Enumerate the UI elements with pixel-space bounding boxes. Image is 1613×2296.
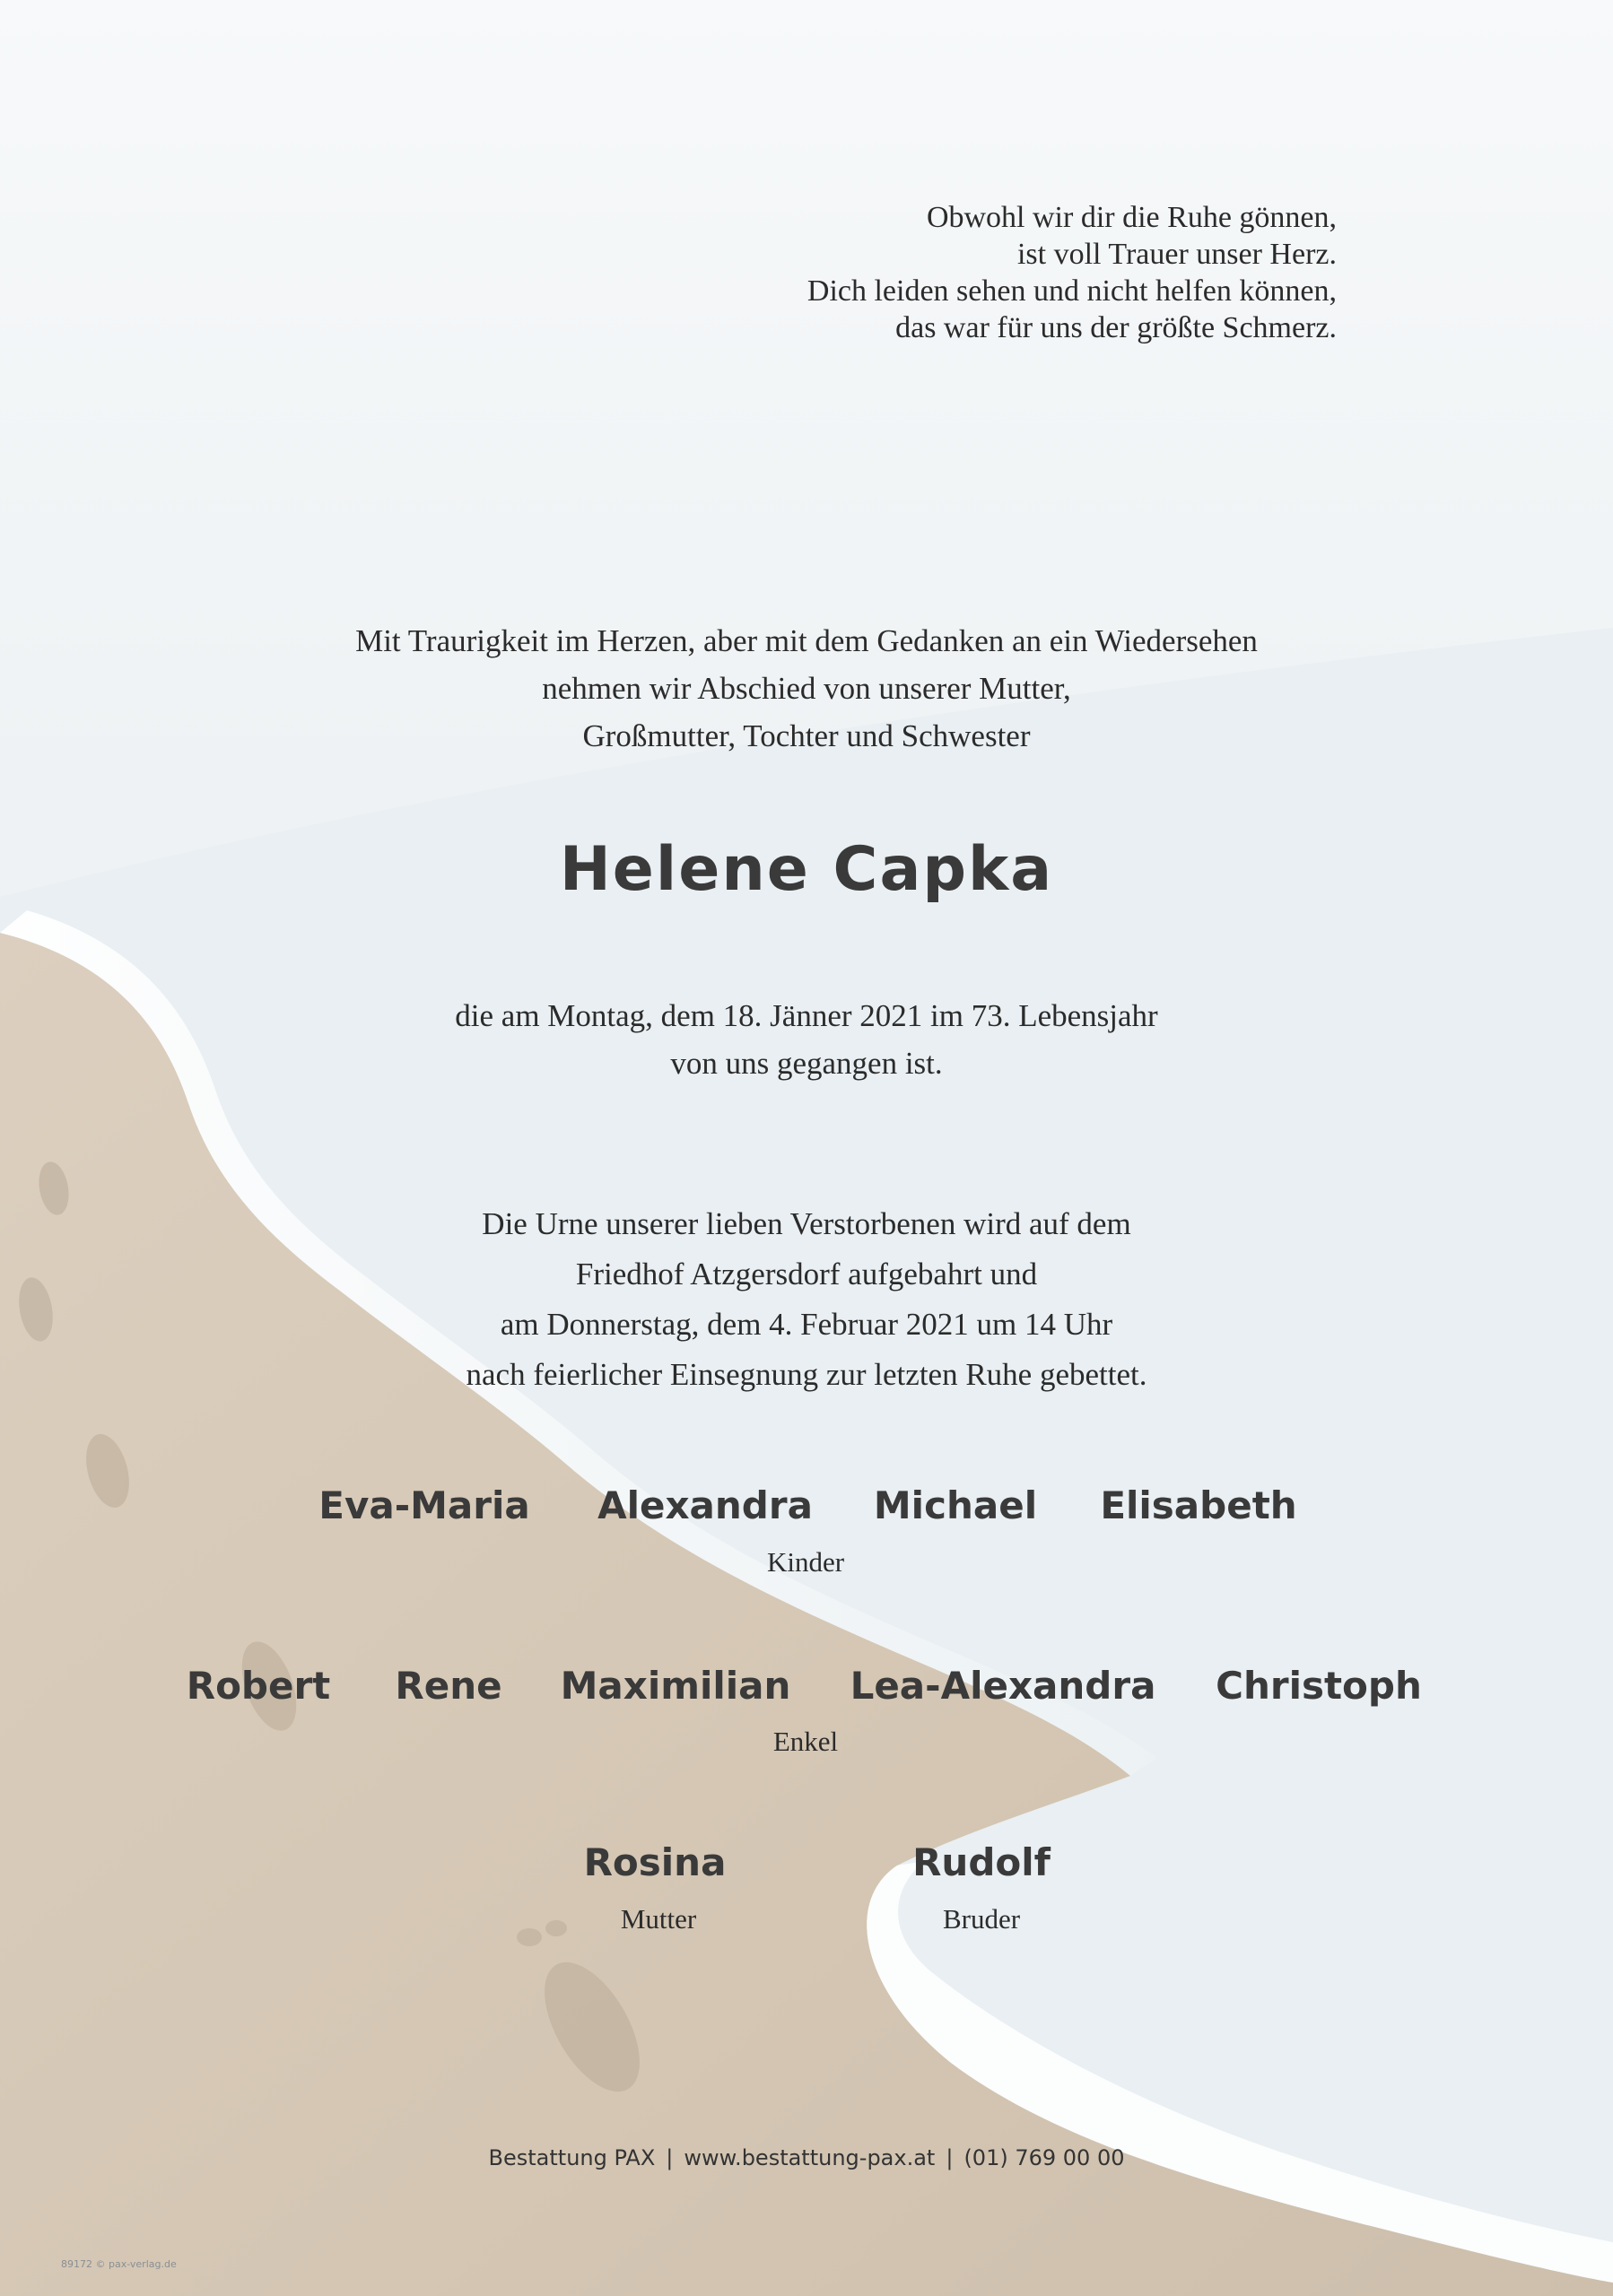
company-name: Bestattung PAX	[488, 2145, 656, 2170]
poem-line: Obwohl wir dir die Ruhe gönnen,	[926, 201, 1337, 234]
death-notice	[0, 992, 1613, 1087]
intro-line: nehmen wir Abschied von unserer Mutter,	[542, 671, 1071, 706]
brother-relation-label: Bruder	[942, 1903, 1021, 1935]
funeral-line: Die Urne unserer lieben Verstorbenen wird auf dem	[482, 1206, 1131, 1241]
child-name: Elisabeth	[1100, 1483, 1297, 1527]
intro-text	[0, 617, 1613, 760]
grandchild-name: Maximilian	[560, 1664, 791, 1708]
child-name: Michael	[873, 1483, 1038, 1527]
mother-relation-label: Mutter	[620, 1903, 697, 1935]
grandchild-name: Rene	[395, 1664, 502, 1708]
grandchild-name: Robert	[186, 1664, 331, 1708]
children-relation-label: Kinder	[766, 1546, 845, 1578]
footer-contact	[0, 2145, 1613, 2170]
grandchild-name: Christoph	[1216, 1664, 1422, 1708]
intro-line: Mit Traurigkeit im Herzen, aber mit dem Gedanken an ein Wiedersehen	[355, 623, 1258, 658]
print-code: 89172	[61, 2258, 92, 2270]
poem-line: Dich leiden sehen und nicht helfen können,	[806, 274, 1337, 308]
child-name: Eva-Maria	[318, 1483, 530, 1527]
mother-name: Rosina	[583, 1840, 727, 1884]
footer-separator: |	[666, 2145, 674, 2170]
phone-number: (01) 769 00 00	[963, 2145, 1125, 2170]
grandchild-name: Lea-Alexandra	[850, 1664, 1156, 1708]
death-notice-line: die am Montag, dem 18. Jänner 2021 im 73. Lebensjahr	[455, 998, 1158, 1033]
deceased-name: Helene Capka	[559, 834, 1054, 905]
funeral-line: Friedhof Atzgersdorf aufgebahrt und	[575, 1257, 1038, 1292]
death-notice-line: von uns gegangen ist.	[670, 1046, 943, 1081]
poem-line: ist voll Trauer unser Herz.	[1016, 238, 1337, 271]
publisher-mark: © pax-verlag.de	[95, 2258, 177, 2270]
funeral-line: nach feierlicher Einsegnung zur letzten Ruhe gebettet.	[466, 1357, 1147, 1392]
funeral-line: am Donnerstag, dem 4. Februar 2021 um 14 Uhr	[500, 1307, 1113, 1342]
print-mark	[61, 2258, 177, 2270]
footer-separator: |	[946, 2145, 954, 2170]
brother-name: Rudolf	[912, 1840, 1051, 1884]
poem	[709, 199, 1337, 346]
intro-line: Großmutter, Tochter und Schwester	[582, 718, 1031, 753]
website-link: www.bestattung-pax.at	[684, 2145, 936, 2170]
funeral-details	[0, 1199, 1613, 1400]
poem-line: das war für uns der größte Schmerz.	[895, 311, 1337, 344]
grandchildren-relation-label: Enkel	[772, 1726, 839, 1757]
child-name: Alexandra	[597, 1483, 813, 1527]
